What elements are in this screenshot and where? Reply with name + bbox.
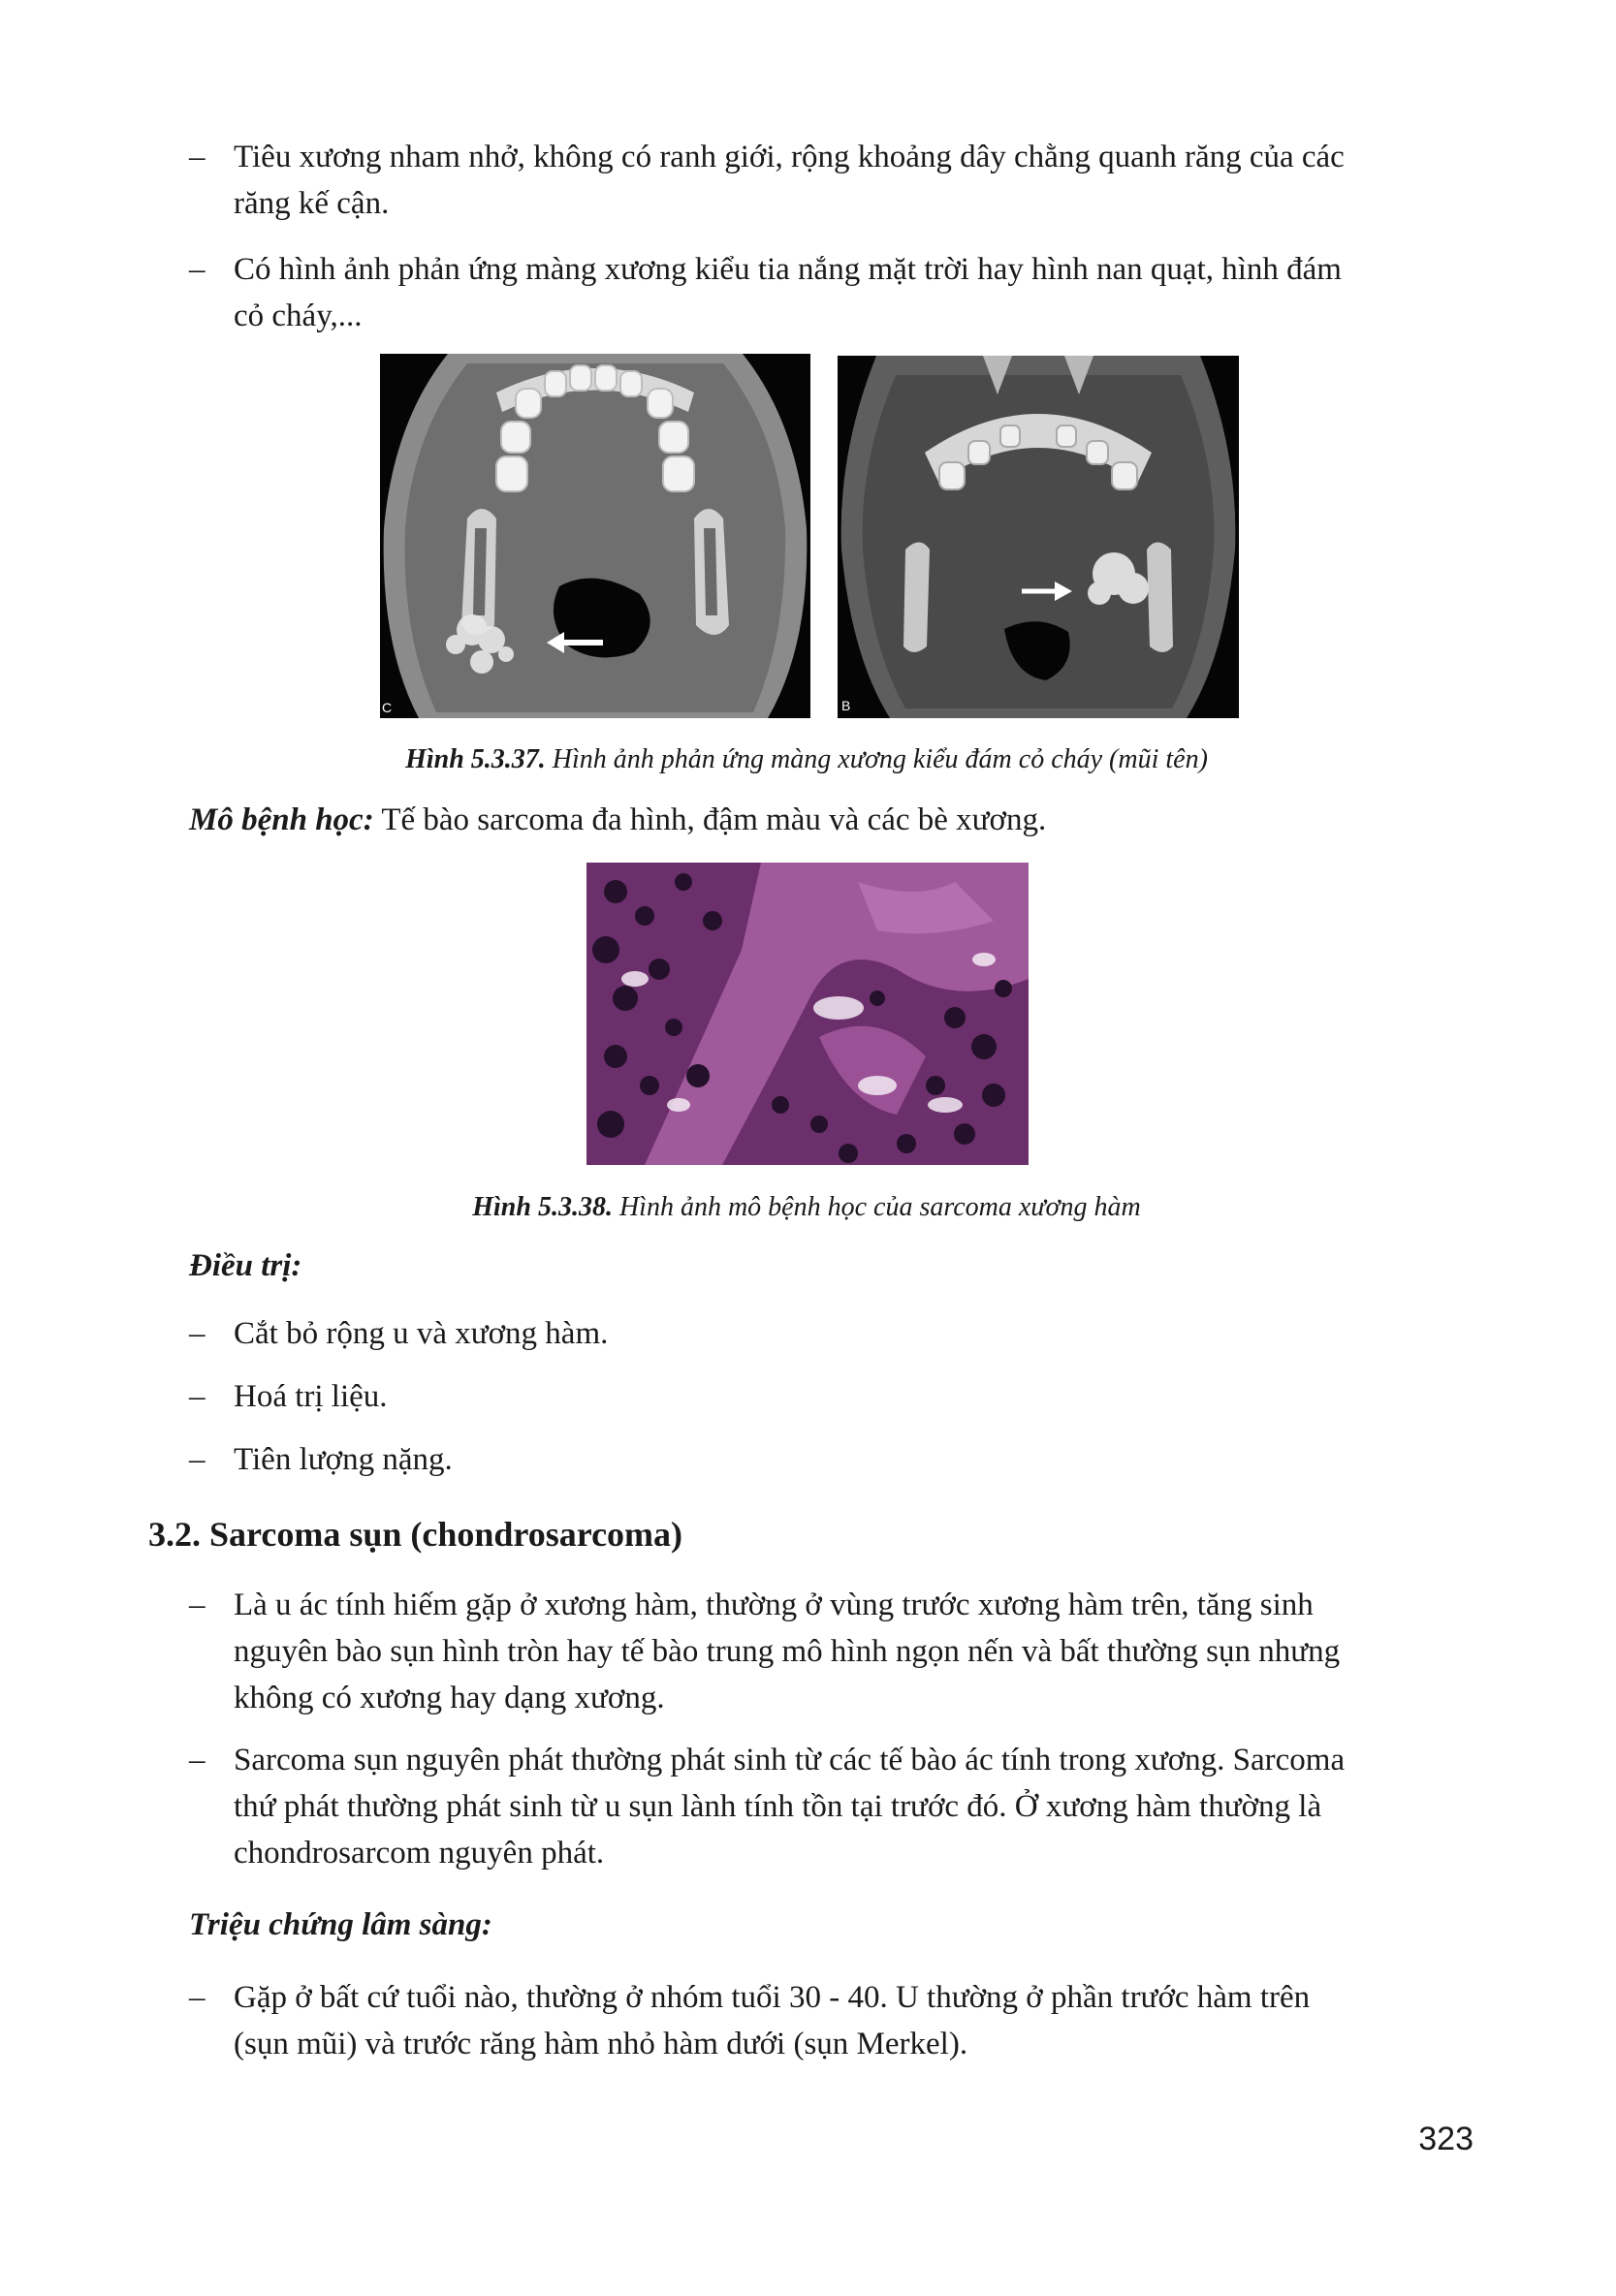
- clinical-heading: Triệu chứng lâm sàng:: [189, 1907, 492, 1942]
- bullet-dash: –: [189, 252, 206, 287]
- bullet-text: Tiên lượng nặng.: [234, 1442, 453, 1477]
- bullet-dash: –: [189, 1743, 206, 1777]
- bullet-item: [189, 246, 1469, 339]
- figure-caption-text: Hình ảnh mô bệnh học của sarcoma xương hàm: [612, 1192, 1141, 1222]
- figure-caption: [189, 1188, 1424, 1227]
- text-line: (sụn mũi) và trước răng hàm nhỏ hàm dưới (sụn Merkel).: [234, 2027, 968, 2061]
- bullet-dash: –: [189, 1316, 206, 1351]
- text-line: Có hình ảnh phản ứng màng xương kiểu tia nắng mặt trời hay hình nan quạt, hình đám: [234, 252, 1342, 287]
- histology-label: Mô bệnh học:: [189, 802, 374, 837]
- bullet-text: Cắt bỏ rộng u và xương hàm.: [234, 1316, 609, 1351]
- bullet-dash: –: [189, 1588, 206, 1622]
- bullet-item: [189, 1582, 1469, 1721]
- section-title: 3.2. Sarcoma sụn (chondrosarcoma): [148, 1515, 683, 1554]
- text-line: không có xương hay dạng xương.: [234, 1681, 665, 1715]
- histology-paragraph: [189, 797, 1449, 843]
- bullet-item: [189, 1436, 1469, 1483]
- text-line: Sarcoma sụn nguyên phát thường phát sinh từ các tế bào ác tính trong xương. Sarcoma: [234, 1743, 1346, 1777]
- bullet-dash: –: [189, 1980, 206, 2015]
- treatment-heading: Điều trị:: [189, 1248, 302, 1283]
- page-number: 323: [1418, 2121, 1473, 2157]
- bullet-item: [189, 1310, 1469, 1357]
- panel-letter-b: B: [841, 698, 851, 713]
- histology-text: Tế bào sarcoma đa hình, đậm màu và các bè xương.: [373, 802, 1047, 837]
- bullet-dash: –: [189, 1379, 206, 1414]
- ct-scan-image-a: [380, 354, 810, 718]
- bullet-item: [189, 1373, 1469, 1420]
- bullet-text: Hoá trị liệu.: [234, 1379, 388, 1414]
- bullet-item: [189, 1974, 1469, 2067]
- text-line: chondrosarcom nguyên phát.: [234, 1836, 605, 1871]
- bullet-item: [189, 1737, 1469, 1876]
- histology-image: [586, 863, 1029, 1165]
- figure-label: Hình 5.3.37.: [405, 744, 546, 774]
- text-line: thứ phát thường phát sinh từ u sụn lành tính tồn tại trước đó. Ở xương hàm thường là: [234, 1789, 1322, 1824]
- panel-letter-a: C: [382, 700, 393, 715]
- text-line: nguyên bào sụn hình tròn hay tế bào trung mô hình ngọn nến và bất thường sụn nhưng: [234, 1634, 1341, 1669]
- text-line: Tiêu xương nham nhở, không có ranh giới, rộng khoảng dây chằng quanh răng của các: [234, 140, 1345, 174]
- figure-label: Hình 5.3.38.: [472, 1192, 613, 1222]
- bullet-item: [189, 134, 1469, 227]
- bullet-dash: –: [189, 1442, 206, 1477]
- figure-caption: [189, 740, 1424, 779]
- text-line: Là u ác tính hiếm gặp ở xương hàm, thường ở vùng trước xương hàm trên, tăng sinh: [234, 1588, 1314, 1622]
- text-line: răng kế cận.: [234, 186, 390, 221]
- bullet-dash: –: [189, 140, 206, 174]
- text-line: cỏ cháy,...: [234, 299, 363, 333]
- figure-caption-text: Hình ảnh phản ứng màng xương kiểu đám cỏ cháy (mũi tên): [545, 744, 1208, 774]
- text-line: Gặp ở bất cứ tuổi nào, thường ở nhóm tuổi 30 - 40. U thường ở phần trước hàm trên: [234, 1980, 1311, 2015]
- ct-scan-image-b: [838, 356, 1239, 718]
